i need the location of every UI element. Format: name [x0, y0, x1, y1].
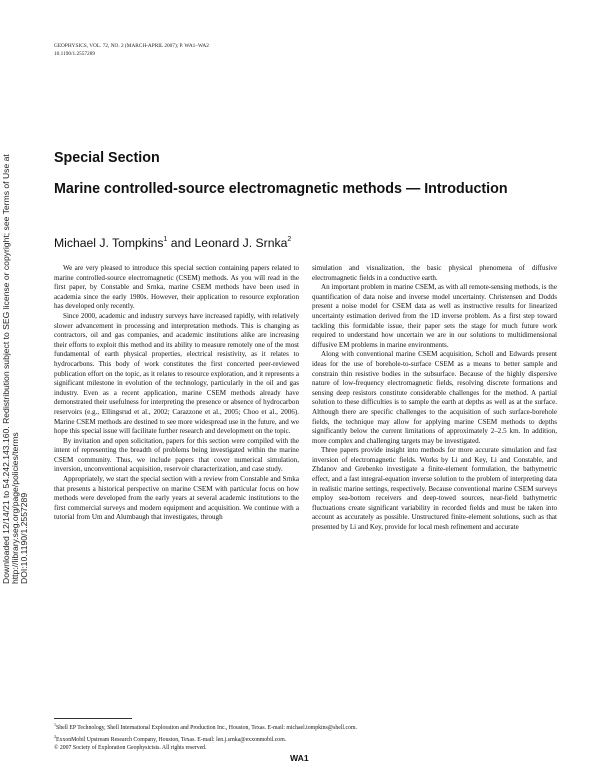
paragraph: simulation and visualization, the basic physical phenomena of diffusive electromagnetic fields in a conductive earth. — [312, 264, 557, 282]
body-column-left — [54, 264, 299, 523]
paragraph: Along with conventional marine CSEM acquisition, Scholl and Edwards present ideas for the use of borehole-to-surface CSEM as a means to better sample and constrain thin resistive bodies in the subsurface. Because of the highly dispersive nature of low-frequency electromagnetic fields, resolving discrete formations and sensing deep resistors constitute considerable challenges for the method. A partial solution to these difficulties is to sample the earth at depths as well as at the surface. Although there are specific challenges to the acquisition of such surface-borehole fields, the technique may allow for applying marine CSEM methods to depths significantly below the current limitations of approximately 2–2.5 km. In addition, more complex and challenging targets may be investigated. — [312, 350, 557, 445]
paragraph: Since 2000, academic and industry surveys have increased rapidly, with relatively slower advancement in processing and interpretation methods. This is changing as contractors, oil and gas companies, and academic institutions alike are increasing their efforts to exploit this method and its ability to measure remotely one of the most fundamental of earth physical properties, electrical resistivity, as it relates to hydrocarbons. This body of work constitutes the first concerted peer-reviewed publication effort on the topic, as it relates to resource exploration, and it represents a significant milestone in evolution of the technology, particularly in the oil and gas industry. Even as a recent application, marine CSEM methods already have demonstrated their usefulness for interpreting the presence or absence of hydrocarbon reservoirs (e.g., Ellingsrud et al., 2002; Carazzone et al., 2005; Choo et al., 2006). Marine CSEM methods are destined to see more widespread use in the future, and we hope this special issue will facilitate further research and development on the topic. — [54, 311, 299, 436]
author-line — [54, 236, 291, 250]
copyright-notice: © 2007 Society of Exploration Geophysicists. All rights reserved. — [54, 744, 207, 751]
author-2-affil: 2 — [287, 236, 292, 243]
sidebar-doi: DOI:10.1190/1.2557289 — [19, 492, 29, 584]
footnotes — [54, 721, 357, 753]
paragraph: We are very pleased to introduce this special section containing papers related to marine controlled-source electromagnetic (CSEM) methods. As you will read in the first paper, by Constable and Srnka, marine CSEM methods have been used in academia since the early 1980s. However, their application to resource exploration has developed only recently. — [54, 264, 299, 311]
footnote-divider — [54, 718, 132, 719]
author-1: Michael J. Tompkins — [54, 236, 164, 250]
page-number: WA1 — [290, 753, 309, 763]
header-doi: 10.1190/1.2557289 — [54, 50, 96, 57]
footnote-1 — [54, 721, 357, 733]
journal-header — [54, 43, 209, 58]
author-1-affil: 1 — [163, 236, 168, 243]
author-conjunction: and — [167, 236, 195, 250]
paragraph: An important problem in marine CSEM, as with all remote-sensing methods, is the quantification of data noise and inverse model uncertainty. Christensen and Dodds present a noise model for CSEM data as well as instructive results for linearized uncertainty estimation derived from the 1D inverse problem. As a first step toward tackling this formidable issue, their paper sets the stage for much future work required to understand how uncertain we are in our solutions to multidimensional diffusive EM problems in marine environments. — [312, 283, 557, 349]
author-2: Leonard J. Srnka — [194, 236, 288, 250]
paragraph: By invitation and open solicitation, papers for this section were compiled with the intent of representing the breadth of problems being investigated within the marine CSEM community. Thus, we include papers that cover numerical simulation, inversion, unconventional acquisition, reservoir characterization, and case study. — [54, 436, 299, 474]
section-label: Special Section — [54, 150, 160, 166]
article-title: Marine controlled-source electromagnetic methods — Introduction — [54, 181, 508, 197]
paragraph: Appropriately, we start the special section with a review from Constable and Srnka that presents a historical perspective on marine CSEM with particular focus on how methods were developed from the early years at several academic institutions to the first commercial surveys and modern equipment and acquisition. We continue with a tutorial from Um and Alumbaugh that investigates, through — [54, 475, 299, 522]
download-notice-sidebar — [1, 14, 29, 584]
body-column-right — [312, 264, 557, 533]
footnote-2-marker: 2 — [54, 733, 56, 739]
footnote-1-marker: 1 — [54, 722, 56, 727]
download-notice-text: Downloaded 12/14/21 to 54.242.143.160. Redistribution subject to SEG license or copyright; see Terms of Use at http://library.seg.org/page/policies/terms — [1, 154, 20, 584]
footnote-2-text: ExxonMobil Upstream Research Company, Houston, Texas. E-mail: len.j.srnka@exxonmobil.com. — [56, 736, 287, 743]
paragraph: Three papers provide insight into methods for more accurate simulation and fast inversion of electromagnetic fields. Works by Li and Key, Li and Constable, and Zhdanov and Grebenko investigate a finite-element formulation, the bathymetric effect, and a fast integral-equation inverse solution to the problem of interpreting data in realistic marine settings, respectively. Because conventional marine CSEM surveys employ sea-bottom receivers and deep-towed sources, near-field bathymetric fluctuations create significant variability in recorded fields and must be taken into account as accurately as possible. Unstructured finite-element solutions, such as that presented by Li and Key, provide for local mesh refinement and accurate — [312, 446, 557, 532]
journal-citation: GEOPHYSICS, VOL. 72, NO. 2 (MARCH-APRIL 2007); P. WA1–WA2 — [54, 43, 209, 49]
footnote-1-text: Shell EP Technology, Shell International Exploration and Production Inc., Houston, Texas. E-mail: michael.tompkins@shell.com. — [56, 725, 357, 731]
footnote-2 — [54, 733, 357, 745]
